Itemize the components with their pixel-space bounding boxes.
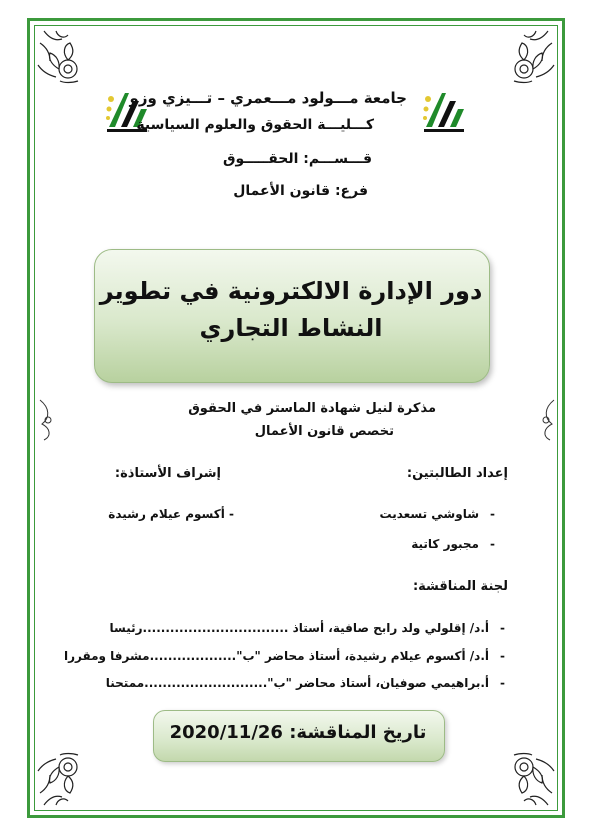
thesis-purpose: مذكرة لنيل شهادة الماستر في الحقوق [188,401,436,416]
corner-flower-ornament-icon [34,25,86,89]
university-name: جامعة مـــولود مـــعمري – تـــيزي وزو [129,89,407,107]
thesis-specialty: تخصص قانون الأعمال [254,424,394,439]
thesis-title-line-1: دور الإدارة الالكترونية في تطوير [99,277,483,305]
supervisor-heading: إشراف الأستاذة: [114,466,221,481]
student-name: مجبور كاتية [411,537,479,551]
department-name: قـــســـم: الحقـــــوق [222,151,372,167]
students-heading: إعداد الطالبتين: [406,466,508,481]
faculty-name: كـــليـــة الحقوق والعلوم السياسية [136,117,374,133]
student-name: شاوشي تسعديت [379,507,479,521]
committee-member: أ.د/ إقلولي ولد رابح صافية، أستاذ ................................رئيسا [109,621,489,635]
list-dash: - [500,621,505,635]
discussion-date: تاريخ المناقشة: 2020/11/26 [169,722,427,743]
list-dash: - [490,537,495,551]
thesis-title-line-2: النشاط التجاري [199,314,383,342]
corner-flower-ornament-icon [506,25,558,89]
list-dash: - [490,507,495,521]
side-leaf-ornament-icon [36,398,62,442]
side-leaf-ornament-icon [532,398,558,442]
page-border-inner [34,25,558,811]
university-logo-icon [420,87,466,135]
branch-name: فرع: قانون الأعمال [233,183,368,199]
supervisor-name: - أكسوم عيلام رشيدة [108,507,234,521]
corner-flower-ornament-icon [34,747,86,811]
committee-member: أ.د/ أكسوم عيلام رشيدة، أستاذ محاضر "ب"...................مشرفا ومقررا [63,649,489,663]
committee-heading: لجنة المناقشة: [412,579,508,594]
committee-member: أ.براهيمي صوفيان، أستاذ محاضر "ب"...........................ممتحنا [105,676,489,690]
corner-flower-ornament-icon [506,747,558,811]
list-dash: - [500,649,505,663]
list-dash: - [500,676,505,690]
